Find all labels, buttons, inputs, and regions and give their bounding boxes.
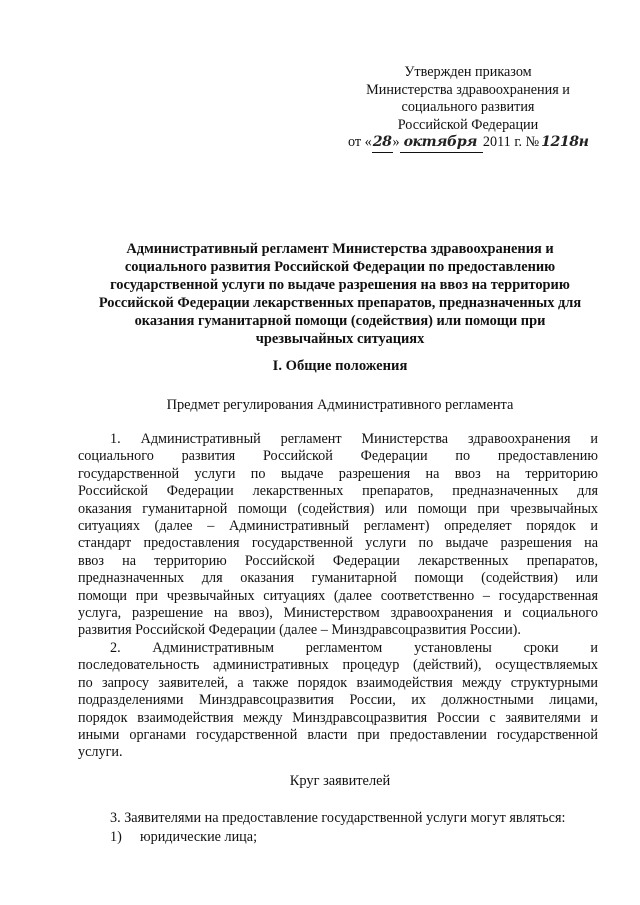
date-year: 2011 г. № (482, 134, 540, 150)
paragraph-1 (78, 431, 598, 640)
paragraph-line: 2. Административным регламентом установлены сроки и (110, 640, 598, 656)
approval-line: Министерства здравоохранения и (366, 81, 570, 98)
title-line: чрезвычайных ситуациях (255, 331, 425, 347)
subheading-subject: Предмет регулирования Административного регламента (166, 397, 514, 413)
approval-date-line (348, 134, 588, 153)
title-line: Российской Федерации лекарственных препаратов, предназначенных для (98, 295, 582, 311)
document-title (80, 240, 600, 348)
paragraph-line: последовательность административных процедур (действий), осуществляемых (78, 657, 598, 674)
approval-stamp (348, 64, 588, 153)
paragraph-line: стандарт предоставления государственной услуги по выдаче разрешения на (78, 535, 598, 552)
paragraph-line: порядок взаимодействия между Минздравсоцразвития России с заявителями и (78, 709, 598, 726)
subheading-applicants: Круг заявителей (289, 773, 391, 789)
paragraph-2 (78, 640, 598, 762)
date-mid: » (392, 134, 400, 150)
paragraph-line: оказания гуманитарной помощи (содействия) или помощи при чрезвычайных (78, 500, 598, 517)
paragraph-line: помощи при чрезвычайных ситуациях (далее соответственно – государственная (78, 587, 598, 604)
paragraph-line: ситуациях (далее – Административный регламент) определяет порядок и (78, 518, 598, 535)
paragraph-line: по запросу заявителей, а также порядок взаимодействия между структурными (78, 674, 598, 691)
title-line: Административный регламент Министерства здравоохранения и (126, 241, 554, 257)
title-line: оказания гуманитарной помощи (содействия) или помощи при (134, 313, 546, 329)
paragraph-line: подразделениями Минздравсоцразвития России, их должностными лицами, (78, 692, 598, 709)
section-heading: I. Общие положения (272, 358, 408, 374)
paragraph-line: Российской Федерации лекарственных препаратов, предназначенных для (78, 483, 598, 500)
approval-line: социального развития (401, 99, 535, 115)
paragraph-line: социального развития Российской Федерации по предоставлению (78, 448, 598, 465)
handwritten-day: 28 (372, 134, 393, 153)
list-item-number: 1) (110, 829, 122, 845)
approval-line: Утвержден приказом (404, 64, 532, 80)
list-item-text: юридические лица; (140, 829, 258, 845)
title-line: государственной услуги по выдаче разрешения на ввоз на территорию (110, 277, 570, 293)
handwritten-order-number: 1218н (541, 134, 589, 150)
paragraph-line: услуги. (78, 744, 123, 761)
date-prefix: от « (348, 134, 372, 150)
paragraph-line: 1. Административный регламент Министерства здравоохранения и (110, 431, 598, 447)
list-item (110, 829, 257, 846)
paragraph-line: государственной услуги по выдаче разрешения на ввоз на территорию (78, 465, 598, 482)
paragraph-3: 3. Заявителями на предоставление государственной услуги могут являться: (110, 810, 566, 826)
paragraph-line: ввоз на территорию Российской Федерации лекарственных препаратов, (78, 552, 598, 569)
paragraph-line: развития Российской Федерации (далее – Минздравсоцразвития России). (78, 622, 521, 639)
approval-line: Российской Федерации (397, 116, 539, 133)
handwritten-month: октября (400, 134, 483, 153)
paragraph-line: иными органами государственной власти при предоставлении государственной (78, 727, 598, 744)
paragraph-line: предназначенных для оказания гуманитарной помощи (содействия) или (78, 570, 598, 587)
title-line: социального развития Российской Федерации по предоставлению (124, 259, 556, 275)
paragraph-line: услуга, разрешение на ввоз), Министерством здравоохранения и социального (78, 605, 598, 622)
